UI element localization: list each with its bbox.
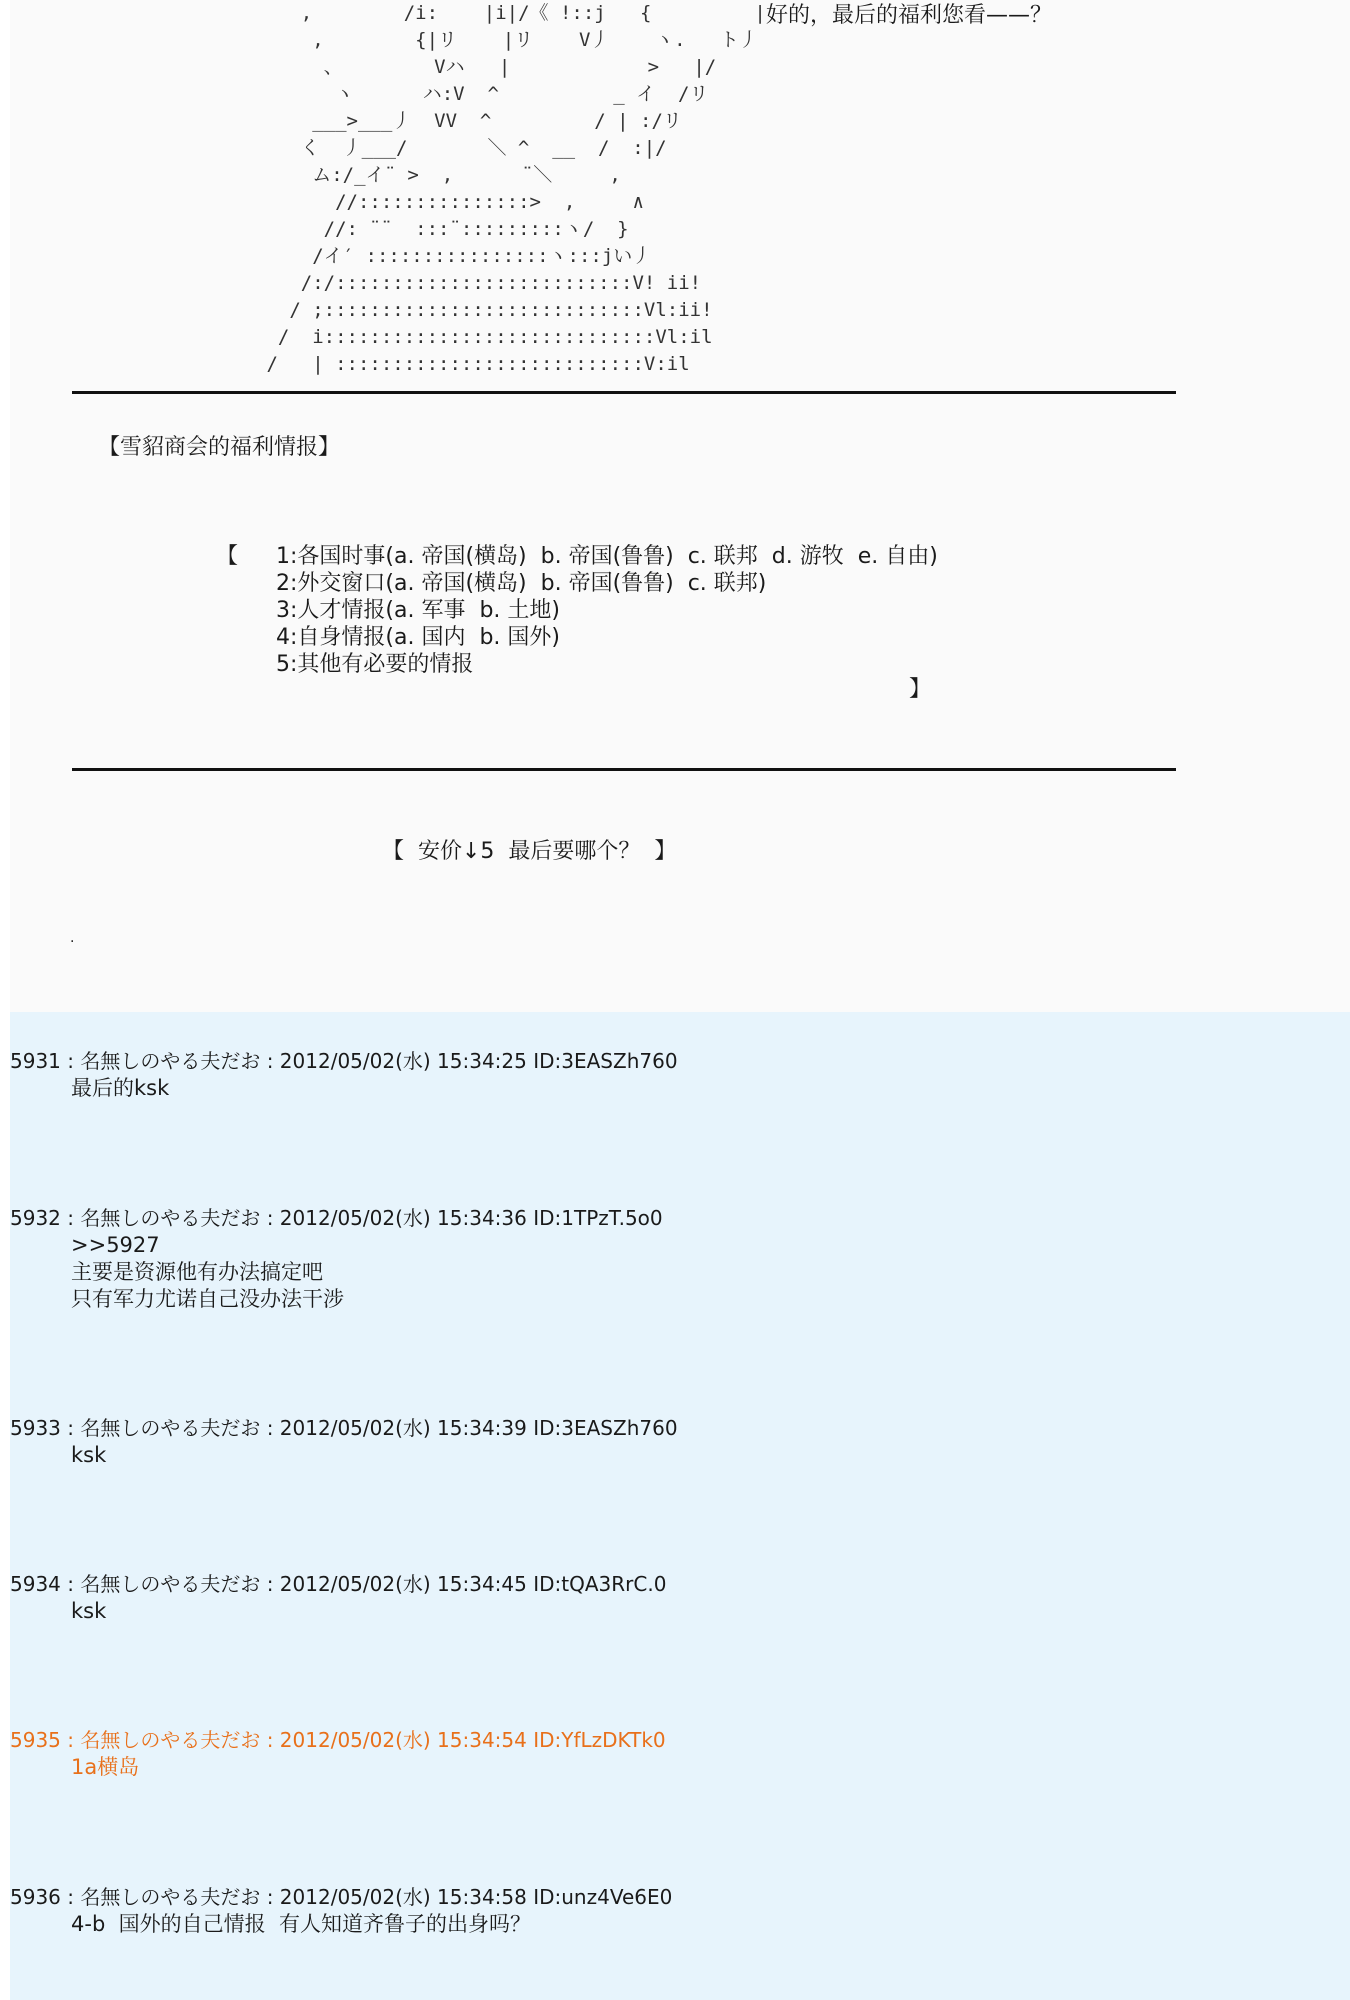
info-menu — [276, 543, 938, 678]
reply-body — [10, 1911, 1330, 1938]
ascii-art-illustration: , /i: |i|/《 !::j { | , {|リ |リ V丿 ヽ. ト丿 、 Vハ | > |/ ヽ ハ:V ^ _ イ /リ ___>___丿 VV ^ / | :/リ く 丿___/ ＼ ^ __ / :|/ ム:/_イ¨ > , ¨＼ , //:::::::::::::::> , ∧ //: ¨¨ :::¨:::::::::ヽ/ } /イ′ ::::::::::::::::ヽ:::jい丿 /:/::::::::::::::::::::::::::V! ii! / ;::::::::::::::::::::::::::::Vl:ii! / i:::::::::::::::::::::::::::::Vl:il / | :::::::::::::::::::::::::::V:il — [266, 2, 766, 375]
reply-line: 最后的ksk — [71, 1076, 170, 1100]
reply-post — [10, 1205, 1330, 1313]
reply-anchor-link[interactable]: >>5927 — [71, 1233, 160, 1257]
reply-body — [10, 1442, 1330, 1469]
reply-list — [10, 1012, 1350, 2000]
reply-header: 5933 : 名無しのやる夫だお : 2012/05/02(水) 15:34:39 ID:3EASZh760 — [10, 1416, 678, 1440]
reply-post — [10, 1727, 1330, 1781]
reply-body — [10, 1598, 1330, 1625]
menu-item-4: 4:自身情报(a. 国内 b. 国外) — [276, 625, 560, 650]
reply-line: ksk — [71, 1599, 107, 1623]
reply-line: ksk — [71, 1443, 107, 1467]
reply-header: 5936 : 名無しのやる夫だお : 2012/05/02(水) 15:34:58 ID:unz4Ve6E0 — [10, 1885, 673, 1909]
reply-line: 主要是资源他有办法搞定吧 — [71, 1260, 323, 1284]
divider-top — [72, 391, 1176, 394]
menu-item-3: 3:人才情报(a. 军事 b. 土地) — [276, 598, 560, 623]
trailing-dot: . — [70, 930, 75, 946]
vote-question: 【 安价↓5 最后要哪个？ 】 — [382, 839, 677, 864]
divider-bottom — [72, 768, 1176, 771]
menu-item-5: 5:其他有必要的情报 — [276, 652, 474, 677]
reply-line: 4-b 国外的自己情报 有人知道齐鲁子的出身吗？ — [71, 1912, 531, 1936]
reply-header: 5934 : 名無しのやる夫だお : 2012/05/02(水) 15:34:45 ID:tQA3RrC.0 — [10, 1572, 667, 1596]
menu-item-1: 1:各国时事(a. 帝国(横岛) b. 帝国(鲁鲁) c. 联邦 d. 游牧 e. 自由) — [276, 544, 938, 569]
reply-header: 5932 : 名無しのやる夫だお : 2012/05/02(水) 15:34:36 ID:1TPzT.5o0 — [10, 1206, 663, 1230]
reply-line: 只有军力尤诺自己没办法干涉 — [71, 1287, 344, 1311]
reply-post — [10, 1884, 1330, 1938]
reply-line: 1a横岛 — [71, 1755, 140, 1779]
narration-text: 好的，最后的福利您看——？ — [766, 3, 1053, 28]
reply-body — [10, 1754, 1330, 1781]
reply-header: 5931 : 名無しのやる夫だお : 2012/05/02(水) 15:34:25 ID:3EASZh760 — [10, 1049, 678, 1073]
section-title: 【雪貂商会的福利情报】 — [98, 435, 341, 460]
menu-close-bracket: 】 — [909, 677, 932, 702]
menu-item-2: 2:外交窗口(a. 帝国(横岛) b. 帝国(鲁鲁) c. 联邦) — [276, 571, 767, 596]
reply-body — [10, 1075, 1330, 1102]
reply-post — [10, 1571, 1330, 1625]
reply-post — [10, 1415, 1330, 1469]
menu-open-bracket: 【 — [216, 544, 239, 569]
reply-body — [10, 1232, 1330, 1313]
reply-post — [10, 1048, 1330, 1102]
reply-header: 5935 : 名無しのやる夫だお : 2012/05/02(水) 15:34:54 ID:YfLzDKTk0 — [10, 1728, 666, 1752]
